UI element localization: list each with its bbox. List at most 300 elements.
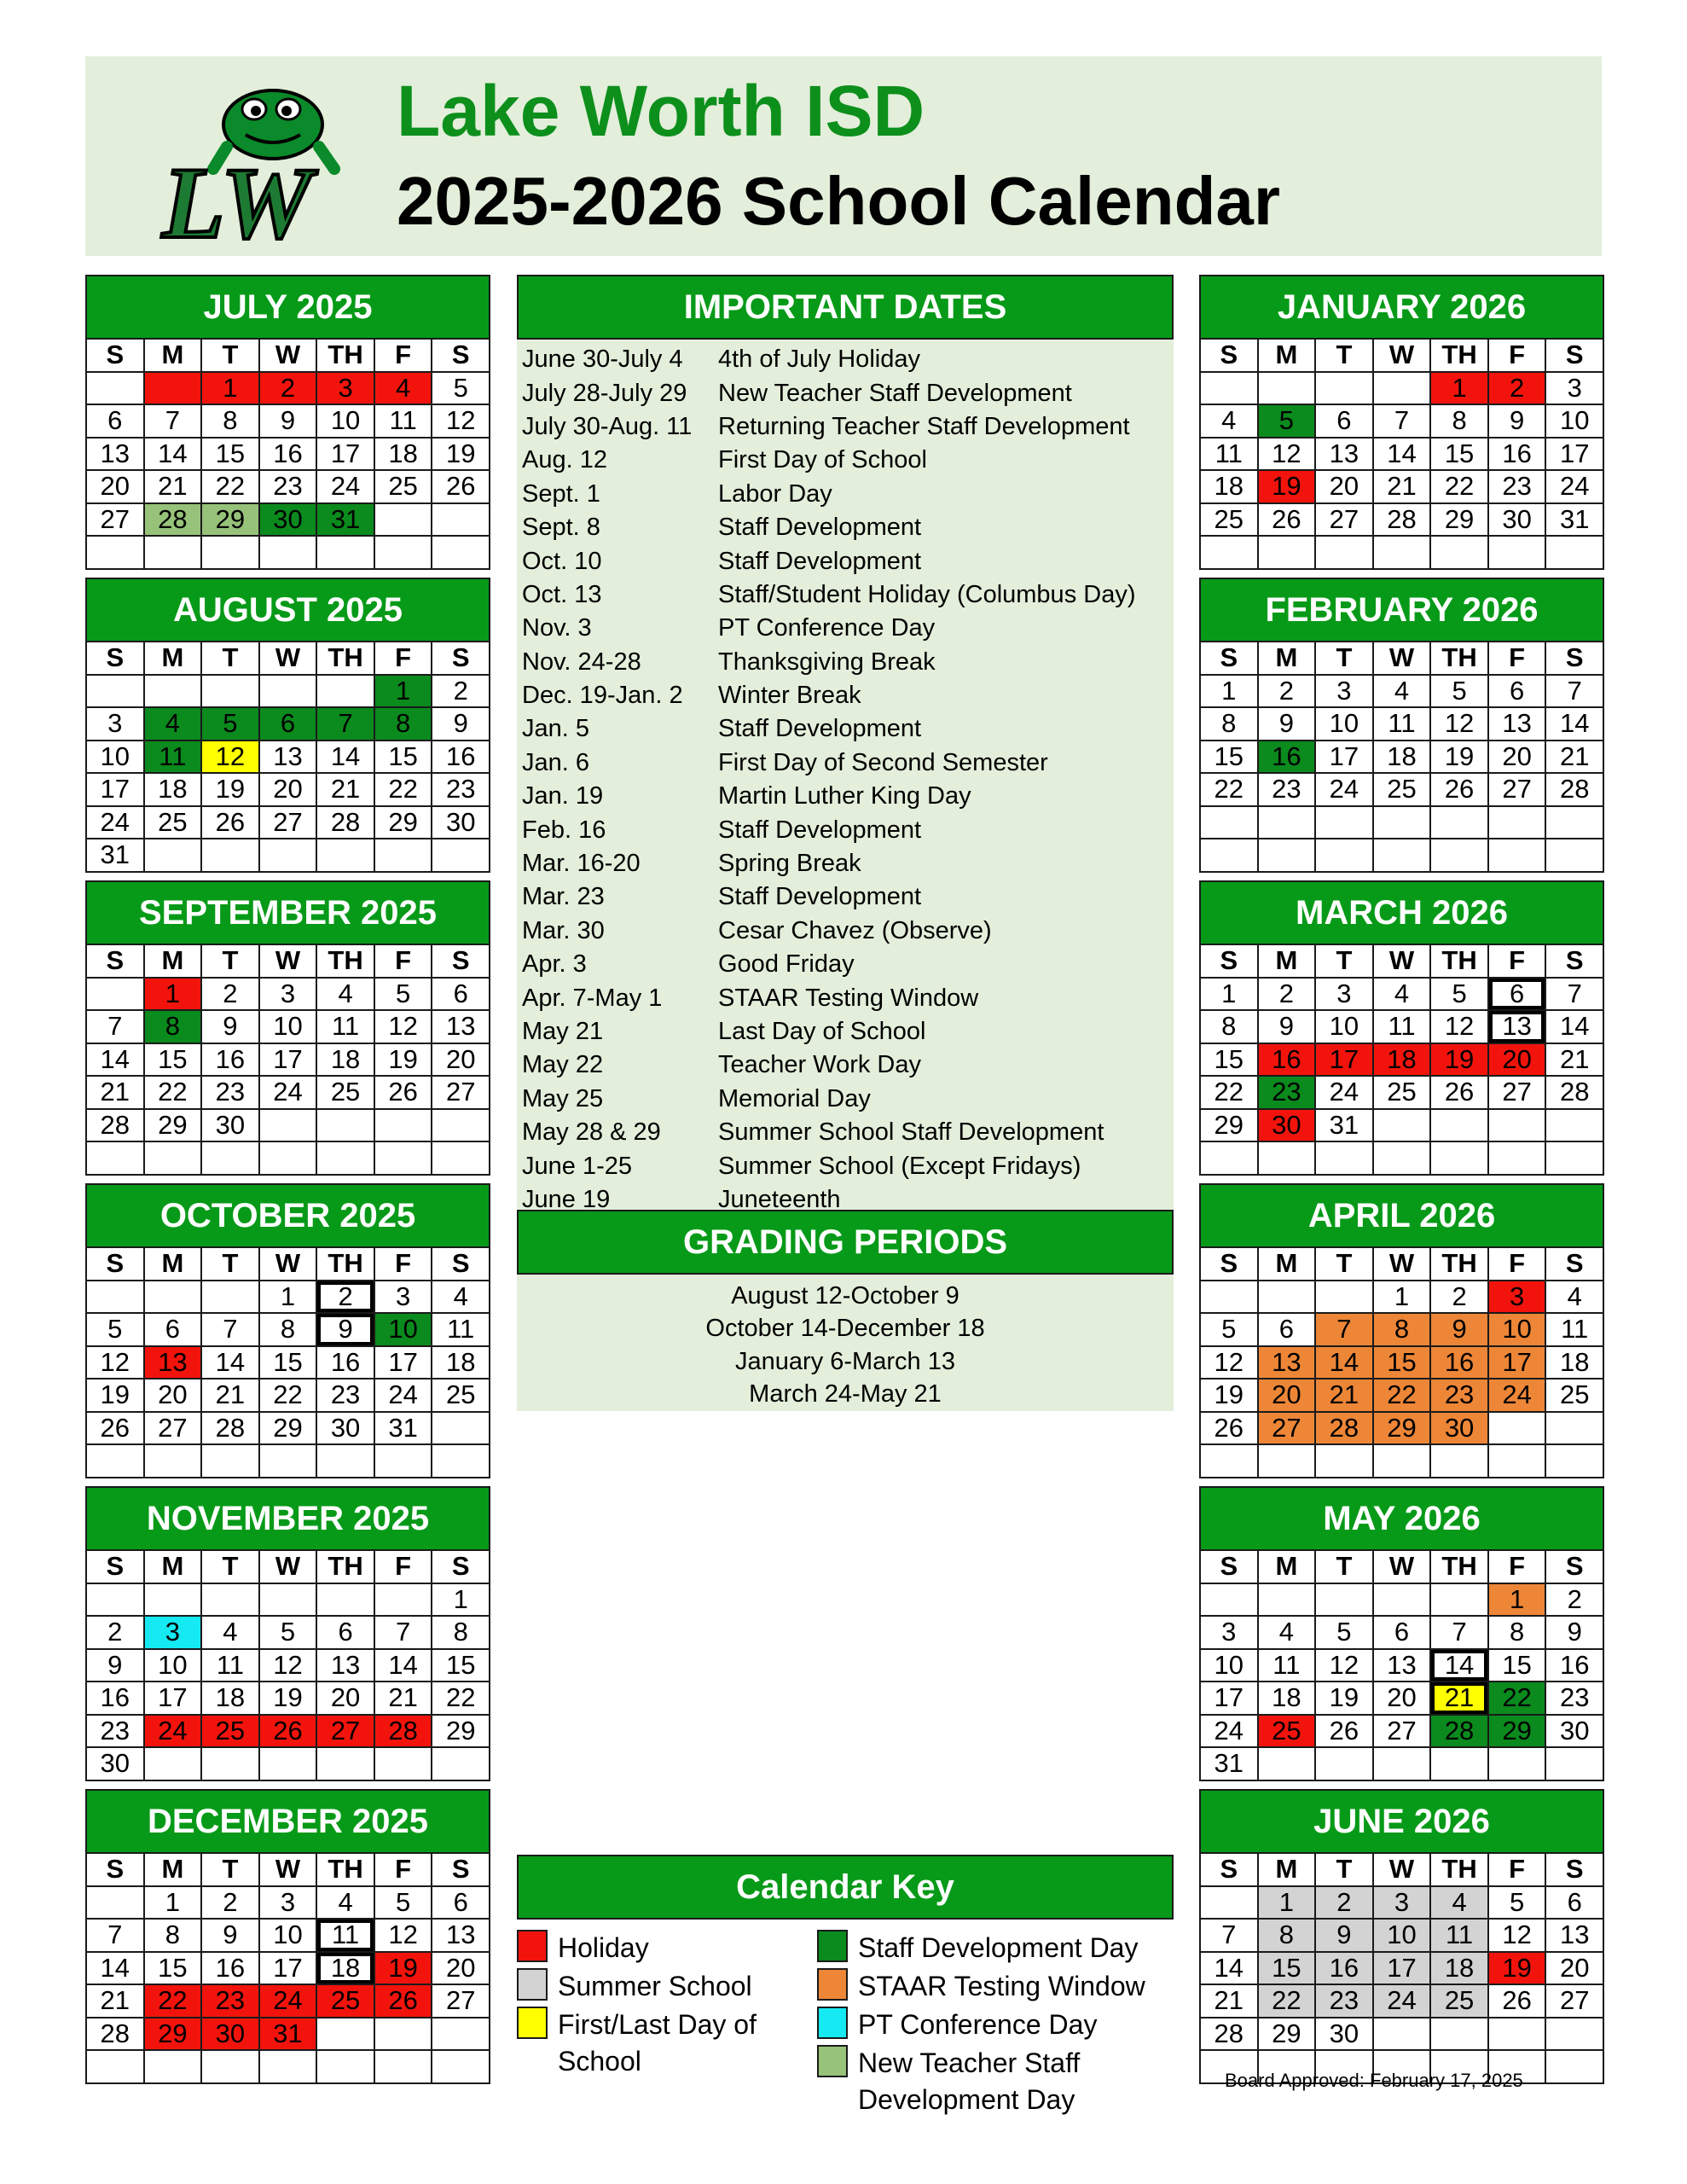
day-cell: 28 (87, 2018, 145, 2052)
day-cell: 10 (260, 1920, 318, 1953)
day-cell: 31 (1546, 504, 1604, 537)
day-cell: 10 (87, 741, 145, 775)
weekday-header: S (87, 340, 145, 373)
day-cell: 16 (260, 439, 318, 472)
day-cell: 2 (1259, 979, 1317, 1012)
day-cell: 6 (432, 979, 490, 1012)
day-cell: 24 (260, 1077, 318, 1110)
day-cell: 1 (1259, 1887, 1317, 1920)
empty-cell (1316, 537, 1374, 570)
calendar-key-label: PT Conference Day (858, 2009, 1098, 2040)
day-cell: 22 (432, 1682, 490, 1716)
day-cell: 5 (202, 708, 260, 741)
empty-cell (1374, 1445, 1432, 1478)
month-grid (85, 340, 490, 570)
day-cell: 25 (1259, 1716, 1317, 1749)
empty-cell (317, 1445, 375, 1478)
day-cell: 16 (202, 1953, 260, 1986)
day-cell: 19 (1431, 741, 1489, 775)
month-calendar (1199, 1486, 1604, 1781)
day-cell: 28 (1546, 1077, 1604, 1110)
important-date-when: Aug. 12 (522, 446, 607, 474)
day-cell: 12 (432, 405, 490, 439)
weekday-header: S (1201, 340, 1259, 373)
day-cell: 7 (145, 405, 203, 439)
weekday-header: M (1259, 1248, 1317, 1281)
empty-cell (1259, 1584, 1317, 1618)
day-cell: 5 (1431, 676, 1489, 709)
month-calendar (85, 880, 490, 1176)
empty-cell (1431, 1110, 1489, 1143)
important-date-when: Mar. 30 (522, 916, 605, 944)
color-swatch (817, 1930, 848, 1962)
weekday-header: W (260, 945, 318, 979)
empty-cell (87, 1445, 145, 1478)
day-cell: 3 (260, 1887, 318, 1920)
day-cell: 22 (1374, 1380, 1432, 1413)
day-cell: 11 (1546, 1314, 1604, 1347)
day-cell: 13 (432, 1011, 490, 1044)
empty-cell (375, 504, 433, 537)
day-cell: 2 (1259, 676, 1317, 709)
day-cell: 5 (1489, 1887, 1547, 1920)
day-cell: 17 (1316, 1044, 1374, 1077)
day-cell: 21 (1546, 1044, 1604, 1077)
day-cell: 18 (202, 1682, 260, 1716)
weekday-header: W (1374, 1551, 1432, 1584)
day-cell: 3 (1546, 373, 1604, 406)
weekday-header: TH (1431, 1551, 1489, 1584)
day-cell: 4 (1259, 1617, 1317, 1650)
important-date-when: Mar. 16-20 (522, 850, 641, 878)
empty-cell (1489, 839, 1547, 873)
empty-cell (145, 1142, 203, 1176)
calendar-key-items (517, 1920, 1174, 2133)
month-calendar (1199, 578, 1604, 873)
day-cell: 27 (1316, 504, 1374, 537)
day-cell: 20 (145, 1380, 203, 1413)
weekday-header: TH (317, 340, 375, 373)
weekday-header: S (432, 642, 490, 676)
empty-cell (1374, 1110, 1432, 1143)
day-cell: 28 (202, 1413, 260, 1446)
day-cell: 6 (1546, 1887, 1604, 1920)
day-cell: 7 (87, 1920, 145, 1953)
weekday-header: W (260, 1854, 318, 1887)
day-cell: 7 (1546, 979, 1604, 1012)
day-cell: 23 (432, 774, 490, 807)
day-cell: 15 (145, 1044, 203, 1077)
day-cell: 4 (432, 1281, 490, 1315)
weekday-header: W (260, 1551, 318, 1584)
important-date-when: Mar. 23 (522, 883, 605, 911)
important-date-row (517, 679, 1174, 712)
weekday-header: F (1489, 1551, 1547, 1584)
weekday-header: T (1316, 1248, 1374, 1281)
day-cell: 22 (1201, 774, 1259, 807)
empty-cell (145, 1445, 203, 1478)
weekday-header: M (1259, 1551, 1317, 1584)
empty-cell (1259, 537, 1317, 570)
day-cell: 28 (1201, 2018, 1259, 2052)
empty-cell (375, 2018, 433, 2052)
weekday-header: TH (317, 1551, 375, 1584)
day-cell: 9 (1259, 708, 1317, 741)
day-cell: 25 (317, 1985, 375, 2018)
day-cell: 15 (1374, 1347, 1432, 1380)
important-date-row (517, 612, 1174, 645)
important-date-row (517, 1183, 1174, 1217)
day-cell: 15 (1431, 439, 1489, 472)
important-date-when: Apr. 3 (522, 950, 587, 979)
day-cell: 23 (87, 1716, 145, 1749)
empty-cell (432, 1445, 490, 1478)
day-cell: 30 (202, 2018, 260, 2052)
day-cell: 1 (432, 1584, 490, 1618)
day-cell: 30 (202, 1110, 260, 1143)
important-date-row (517, 1015, 1174, 1048)
empty-cell (260, 839, 318, 873)
day-cell: 13 (1489, 708, 1547, 741)
empty-cell (145, 1584, 203, 1618)
board-approved-note: Board Approved: February 17, 2025 (1225, 2070, 1523, 2091)
weekday-header: TH (317, 945, 375, 979)
important-date-event: Winter Break (718, 682, 861, 710)
important-date-event: Good Friday (718, 950, 855, 979)
important-date-when: July 28-July 29 (522, 379, 687, 407)
day-cell: 1 (145, 979, 203, 1012)
day-cell: 4 (1374, 979, 1432, 1012)
empty-cell (1259, 839, 1317, 873)
empty-cell (1374, 373, 1432, 406)
empty-cell (1431, 1445, 1489, 1478)
empty-cell (1374, 807, 1432, 840)
day-cell: 6 (1489, 979, 1547, 1012)
calendar-key-label: New Teacher Staff Development Day (858, 2048, 1081, 2115)
weekday-header: S (1201, 1854, 1259, 1887)
month-grid (1199, 340, 1604, 570)
important-date-event: Staff Development (718, 883, 922, 911)
day-cell: 2 (1316, 1887, 1374, 1920)
important-date-event: Thanksgiving Break (718, 648, 936, 676)
calendar-key-label: Holiday (558, 1932, 649, 1963)
important-date-row (517, 981, 1174, 1014)
important-date-when: May 22 (522, 1051, 604, 1079)
day-cell: 27 (1489, 1077, 1547, 1110)
day-cell: 14 (145, 439, 203, 472)
day-cell: 23 (202, 1985, 260, 2018)
weekday-header: W (260, 1248, 318, 1281)
day-cell: 24 (1316, 1077, 1374, 1110)
weekday-header: M (145, 642, 203, 676)
day-cell: 23 (1431, 1380, 1489, 1413)
empty-cell (1316, 839, 1374, 873)
day-cell: 10 (1489, 1314, 1547, 1347)
day-cell: 22 (202, 471, 260, 504)
day-cell: 2 (1546, 1584, 1604, 1618)
day-cell: 14 (375, 1650, 433, 1683)
weekday-header: M (1259, 945, 1317, 979)
empty-cell (432, 504, 490, 537)
day-cell: 28 (375, 1716, 433, 1749)
weekday-header: S (1201, 642, 1259, 676)
calendar-key-item (817, 1968, 1167, 2005)
day-cell: 28 (1316, 1413, 1374, 1446)
day-cell: 7 (1546, 676, 1604, 709)
weekday-header: S (87, 642, 145, 676)
weekday-header: M (145, 1248, 203, 1281)
day-cell: 3 (1316, 676, 1374, 709)
empty-cell (317, 537, 375, 570)
day-cell: 31 (317, 504, 375, 537)
day-cell: 30 (317, 1413, 375, 1446)
calendar-key-item (817, 2045, 1099, 2118)
day-cell: 20 (87, 471, 145, 504)
day-cell: 3 (87, 708, 145, 741)
empty-cell (1201, 1281, 1259, 1315)
calendar-key-label: STAAR Testing Window (858, 1971, 1145, 2001)
day-cell: 3 (1374, 1887, 1432, 1920)
day-cell: 1 (1431, 373, 1489, 406)
weekday-header: F (375, 340, 433, 373)
day-cell: 23 (1259, 1077, 1317, 1110)
empty-cell (1374, 1142, 1432, 1176)
important-date-row (517, 511, 1174, 544)
empty-cell (375, 839, 433, 873)
day-cell: 5 (260, 1617, 318, 1650)
weekday-header: TH (1431, 642, 1489, 676)
day-cell: 27 (432, 1985, 490, 2018)
day-cell: 9 (202, 1920, 260, 1953)
day-cell: 31 (1201, 1748, 1259, 1781)
day-cell: 6 (317, 1617, 375, 1650)
day-cell: 30 (1431, 1413, 1489, 1446)
day-cell: 11 (317, 1920, 375, 1953)
day-cell: 7 (317, 708, 375, 741)
day-cell: 14 (1546, 708, 1604, 741)
important-date-when: Sept. 1 (522, 479, 600, 508)
day-cell: 19 (1259, 471, 1317, 504)
weekday-header: F (375, 1551, 433, 1584)
day-cell: 22 (1489, 1682, 1547, 1716)
day-cell: 20 (1546, 1953, 1604, 1986)
empty-cell (87, 1584, 145, 1618)
day-cell: 18 (1374, 741, 1432, 775)
month-grid (1199, 1551, 1604, 1781)
day-cell: 10 (1374, 1920, 1432, 1953)
day-cell: 8 (1201, 1011, 1259, 1044)
empty-cell (260, 1445, 318, 1478)
day-cell: 27 (1546, 1985, 1604, 2018)
empty-cell (202, 1584, 260, 1618)
empty-cell (1259, 373, 1317, 406)
day-cell: 1 (145, 1887, 203, 1920)
empty-cell (1546, 2051, 1604, 2084)
day-cell: 13 (432, 1920, 490, 1953)
weekday-header: S (1546, 642, 1604, 676)
month-calendar (85, 1789, 490, 2084)
important-date-event: Staff Development (718, 514, 922, 542)
day-cell: 11 (1431, 1920, 1489, 1953)
day-cell: 16 (87, 1682, 145, 1716)
calendar-key-item (517, 1968, 773, 2005)
day-cell: 12 (1316, 1650, 1374, 1683)
day-cell: 29 (145, 1110, 203, 1143)
day-cell: 14 (1374, 439, 1432, 472)
empty-cell (1431, 2018, 1489, 2052)
month-calendar (1199, 880, 1604, 1176)
calendar-key-label: First/Last Day of School (558, 2009, 757, 2077)
day-cell: 29 (1489, 1716, 1547, 1749)
color-swatch (517, 1968, 548, 2001)
day-cell: 30 (1489, 504, 1547, 537)
day-cell: 9 (87, 1650, 145, 1683)
month-title: SEPTEMBER 2025 (85, 880, 490, 945)
weekday-header: S (87, 1854, 145, 1887)
empty-cell (1431, 839, 1489, 873)
important-date-row (517, 444, 1174, 477)
empty-cell (375, 1142, 433, 1176)
empty-cell (145, 2051, 203, 2084)
empty-cell (432, 2018, 490, 2052)
day-cell: 8 (375, 708, 433, 741)
weekday-header: M (145, 945, 203, 979)
district-name: Lake Worth ISD (397, 71, 925, 151)
empty-cell (317, 1110, 375, 1143)
day-cell: 13 (1259, 1347, 1317, 1380)
day-cell: 4 (202, 1617, 260, 1650)
day-cell: 8 (260, 1314, 318, 1347)
day-cell: 26 (1316, 1716, 1374, 1749)
day-cell: 3 (1489, 1281, 1547, 1315)
day-cell: 15 (260, 1347, 318, 1380)
calendar-key-item (517, 1930, 773, 1966)
calendar-key-panel (517, 1855, 1174, 2133)
day-cell: 12 (375, 1011, 433, 1044)
day-cell: 5 (1259, 405, 1317, 439)
important-date-event: Staff Development (718, 816, 922, 844)
weekday-header: M (1259, 1854, 1317, 1887)
day-cell: 2 (202, 979, 260, 1012)
weekday-header: W (1374, 1854, 1432, 1887)
empty-cell (1431, 807, 1489, 840)
empty-cell (1546, 839, 1604, 873)
day-cell: 3 (1316, 979, 1374, 1012)
important-date-when: Oct. 10 (522, 547, 602, 575)
day-cell: 14 (87, 1953, 145, 1986)
day-cell: 4 (1201, 405, 1259, 439)
empty-cell (1546, 1445, 1604, 1478)
day-cell: 1 (202, 373, 260, 406)
day-cell: 24 (1546, 471, 1604, 504)
empty-cell (1489, 1445, 1547, 1478)
empty-cell (260, 1584, 318, 1618)
month-title: DECEMBER 2025 (85, 1789, 490, 1854)
empty-cell (432, 839, 490, 873)
empty-cell (1201, 1142, 1259, 1176)
empty-cell (1374, 839, 1432, 873)
day-cell: 30 (1259, 1110, 1317, 1143)
day-cell: 28 (1374, 504, 1432, 537)
day-cell: 29 (1374, 1413, 1432, 1446)
day-cell: 19 (1201, 1380, 1259, 1413)
empty-cell (87, 373, 145, 406)
day-cell: 25 (1546, 1380, 1604, 1413)
day-cell: 9 (1431, 1314, 1489, 1347)
day-cell: 30 (260, 504, 318, 537)
empty-cell (145, 676, 203, 709)
weekday-header: S (1546, 1551, 1604, 1584)
important-date-row (517, 1116, 1174, 1149)
calendar-key-label: Summer School (558, 1971, 752, 2001)
logo-letters: LW (162, 146, 312, 246)
weekday-header: S (432, 1551, 490, 1584)
day-cell: 16 (1316, 1953, 1374, 1986)
day-cell: 3 (145, 1617, 203, 1650)
day-cell: 14 (1431, 1650, 1489, 1683)
weekday-header: F (375, 945, 433, 979)
page-header (85, 56, 1602, 256)
day-cell: 14 (202, 1347, 260, 1380)
month-calendar (1199, 1789, 1604, 2084)
month-grid (1199, 945, 1604, 1176)
day-cell: 19 (87, 1380, 145, 1413)
important-date-when: May 25 (522, 1084, 604, 1112)
day-cell: 31 (1316, 1110, 1374, 1143)
day-cell: 1 (1489, 1584, 1547, 1618)
weekday-header: T (1316, 340, 1374, 373)
month-title: MAY 2026 (1199, 1486, 1604, 1551)
color-swatch (817, 1968, 848, 2001)
calendar-title: 2025-2026 School Calendar (397, 163, 1281, 239)
empty-cell (145, 1281, 203, 1315)
day-cell: 30 (1316, 2018, 1374, 2052)
weekday-header: TH (317, 1248, 375, 1281)
day-cell: 15 (1489, 1650, 1547, 1683)
day-cell: 9 (202, 1011, 260, 1044)
weekday-header: W (260, 340, 318, 373)
day-cell: 6 (260, 708, 318, 741)
day-cell: 4 (1431, 1887, 1489, 1920)
weekday-header: T (1316, 642, 1374, 676)
day-cell: 3 (375, 1281, 433, 1315)
weekday-header: S (1201, 1248, 1259, 1281)
empty-cell (1259, 1281, 1317, 1315)
day-cell: 9 (432, 708, 490, 741)
day-cell: 17 (1374, 1953, 1432, 1986)
day-cell: 26 (375, 1077, 433, 1110)
day-cell: 24 (1374, 1985, 1432, 2018)
important-date-row (517, 376, 1174, 410)
empty-cell (145, 1748, 203, 1781)
day-cell: 10 (1316, 708, 1374, 741)
weekday-header: T (1316, 1854, 1374, 1887)
day-cell: 17 (1201, 1682, 1259, 1716)
day-cell: 19 (1431, 1044, 1489, 1077)
day-cell: 16 (1546, 1650, 1604, 1683)
important-date-row (517, 478, 1174, 511)
weekday-header: T (202, 340, 260, 373)
day-cell: 1 (1201, 676, 1259, 709)
empty-cell (1201, 1445, 1259, 1478)
grading-period-row: October 14-December 18 (705, 1315, 985, 1343)
weekday-header: F (375, 642, 433, 676)
day-cell: 8 (1431, 405, 1489, 439)
day-cell: 22 (1201, 1077, 1259, 1110)
month-title: AUGUST 2025 (85, 578, 490, 642)
empty-cell (1546, 1110, 1604, 1143)
day-cell: 21 (87, 1077, 145, 1110)
